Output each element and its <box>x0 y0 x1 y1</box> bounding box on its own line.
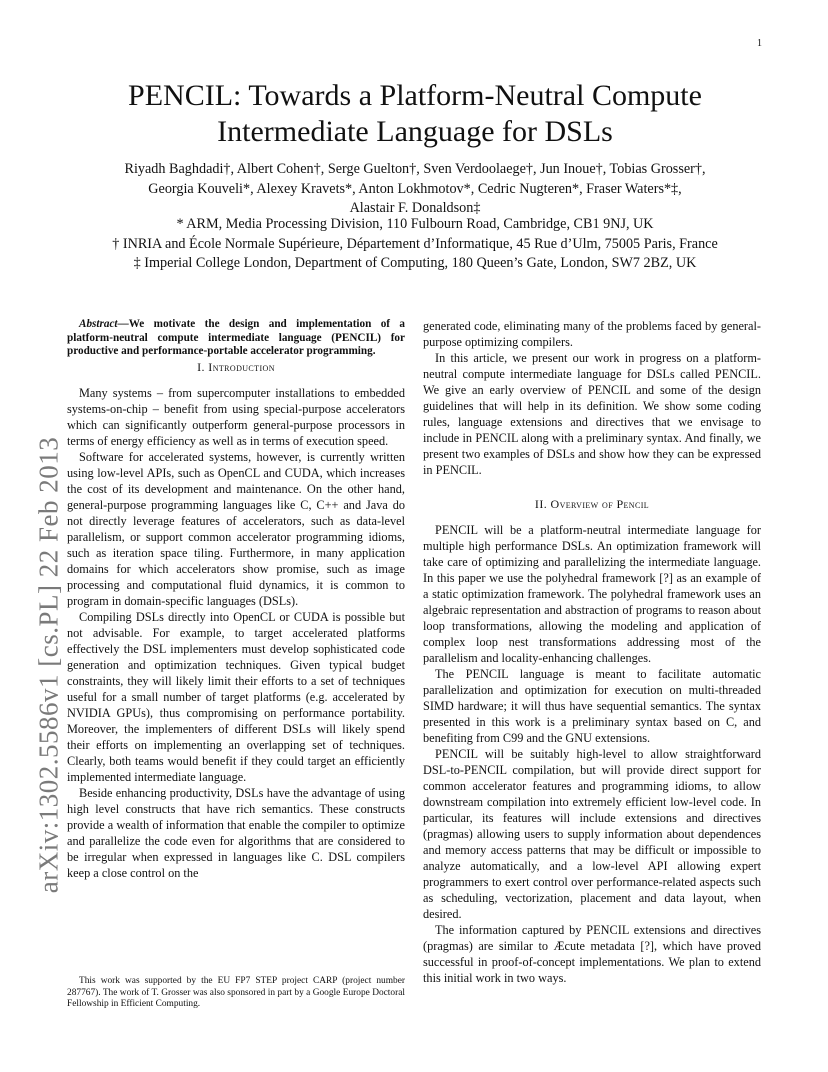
intro-paragraph-5: In this article, we present our work in progress on a platform-neutral compute intermediate language for DSLs called PENCIL. We give an early overview of PENCIL and some of the design guidelines that will help in its definition. We show some coding rules, language extensions and directives that we envisage to include in PENCIL along with a preliminary syntax. And finally, we present two examples of DSLs and show how they can be expressed in PENCIL. <box>423 351 761 477</box>
section-heading-overview: II. Overview of Pencil <box>534 497 650 511</box>
funding-footnote: This work was supported by the EU FP7 STEP project CARP (project number 287767). The work of T. Grosser was also sponsored in part by a Google Europe Doctoral Fellowship in Efficient Computing. <box>67 976 405 1009</box>
right-column <box>423 318 761 986</box>
title-line-1: PENCIL: Towards a Platform-Neutral Compute <box>128 79 702 112</box>
paper-title <box>60 78 770 150</box>
affiliation-arm: * ARM, Media Processing Division, 110 Fulbourn Road, Cambridge, CB1 9NJ, UK <box>176 216 654 232</box>
intro-paragraph-1: Many systems – from supercomputer installations to embedded systems-on-chip – benefit from using special-purpose accelerators which can significantly outperform general-purpose processors in terms of energy efficiency as well as in terms of execution speed. <box>67 385 405 448</box>
abstract <box>67 318 405 359</box>
author-list <box>60 160 770 219</box>
affiliation-inria: † INRIA and École Normale Supérieure, Département d’Informatique, 45 Rue d’Ulm, 75005 Paris, France <box>112 235 718 252</box>
authors-line-3: Alastair F. Donaldson‡ <box>349 200 481 216</box>
overview-paragraph-3: PENCIL will be suitably high-level to allow straightforward DSL-to-PENCIL compilation, but will provide direct support for common accelerator features and programming idioms, to allow downstream compilation into extremely efficient low-level code. In particular, its features will include extensions and directives (pragmas) allowing users to supply information about dependences and memory access patterns that may be difficult or impossible to analyze automatically, and a low-level API allowing expert programmers to exert control over performance-related aspects such as scheduling, vectorization, placement and data layout, when desired. <box>423 747 761 921</box>
arxiv-stamp[interactable]: arXiv:1302.5586v1 [cs.PL] 22 Feb 2013 <box>33 436 64 894</box>
left-column <box>67 318 405 881</box>
overview-paragraph-2: The PENCIL language is meant to facilitate automatic parallelization and optimization for execution on multi-threaded SIMD hardware; it will thus have sequential semantics. The syntax presented in this work is a preliminary syntax based on C, and benefiting from C99 and the GNU extensions. <box>423 667 761 745</box>
authors-line-2: Georgia Kouveli*, Alexey Kravets*, Anton Lokhmotov*, Cedric Nugteren*, Fraser Waters*‡, <box>148 180 682 197</box>
overview-paragraph-1: PENCIL will be a platform-neutral intermediate language for multiple high performance DSLs. An optimization framework will take care of optimizing and parallelizing the intermediate language. In this paper we use the polyhedral framework [?] as an example of a static optimization framework. The polyhedral framework uses an algebraic representation and abstraction of programs to reason about loop transformations, allowing the modeling and application of complex loop nest transformations addressing most of the parallelism and locality-enhancing challenges. <box>423 523 761 665</box>
affiliation-imperial: ‡ Imperial College London, Department of Computing, 180 Queen’s Gate, London, SW7 2BZ, UK <box>133 255 697 271</box>
abstract-text: —We motivate the design and implementation of a platform-neutral compute intermediate language (PENCIL) for productive and performance-portable accelerator programming. <box>67 318 405 358</box>
intro-paragraph-4: Beside enhancing productivity, DSLs have the advantage of using high level constructs that have rich semantics. These constructs provide a wealth of information that enable the compiler to optimize and parallelize the code even for algorithms that are considered to be irregular when expressed in languages like C. DSL compilers keep a close control on the <box>67 785 405 880</box>
authors-line-1: Riyadh Baghdadi†, Albert Cohen†, Serge Guelton†, Sven Verdoolaege†, Jun Inoue†, Tobias Grosser†, <box>124 161 706 177</box>
overview-paragraph-4: The information captured by PENCIL extensions and directives (pragmas) are similar to Æcute metadata [?], which have proved successful in proof-of-concept implementations. We plan to extend this initial work in two ways. <box>423 923 761 985</box>
title-line-2: Intermediate Language for DSLs <box>217 115 613 148</box>
intro-paragraph-2: Software for accelerated systems, however, is currently written using low-level APIs, such as OpenCL and CUDA, which increases the cost of its development and maintenance. On the other hand, general-purpose programming languages like C, C++ and Java do not directly leverage features of accelerators, such as data-level parallelism, or support common accelerator programming idioms, such as iteration space tiling. Furthermore, in many application domains for which accelerators show promise, such as image processing and computational fluid dynamics, it is common to program in domain-specific languages (DSLs). <box>67 449 405 608</box>
intro-continuation: generated code, eliminating many of the problems faced by general-purpose optimizing compilers. <box>423 319 761 349</box>
affiliation-list <box>60 215 770 274</box>
intro-paragraph-3: Compiling DSLs directly into OpenCL or CUDA is possible but not advisable. For example, to target accelerated platforms effectively the DSL implementers must develop sophisticated code generation and optimization techniques. Given typical budget constraints, they will likely limit their efforts to a set of techniques useful for a small number of target platforms (e.g. accelerated by NVIDIA GPUs), thus compromising on performance portability. Moreover, the implementers of different DSLs will likely spend their efforts on implementing an overlapping set of techniques. Clearly, both teams would benefit if they could target an efficiently implemented intermediate language. <box>67 609 405 784</box>
section-heading-introduction: I. Introduction <box>197 359 275 374</box>
page-number: 1 <box>757 38 762 49</box>
abstract-label: Abstract <box>79 318 118 330</box>
